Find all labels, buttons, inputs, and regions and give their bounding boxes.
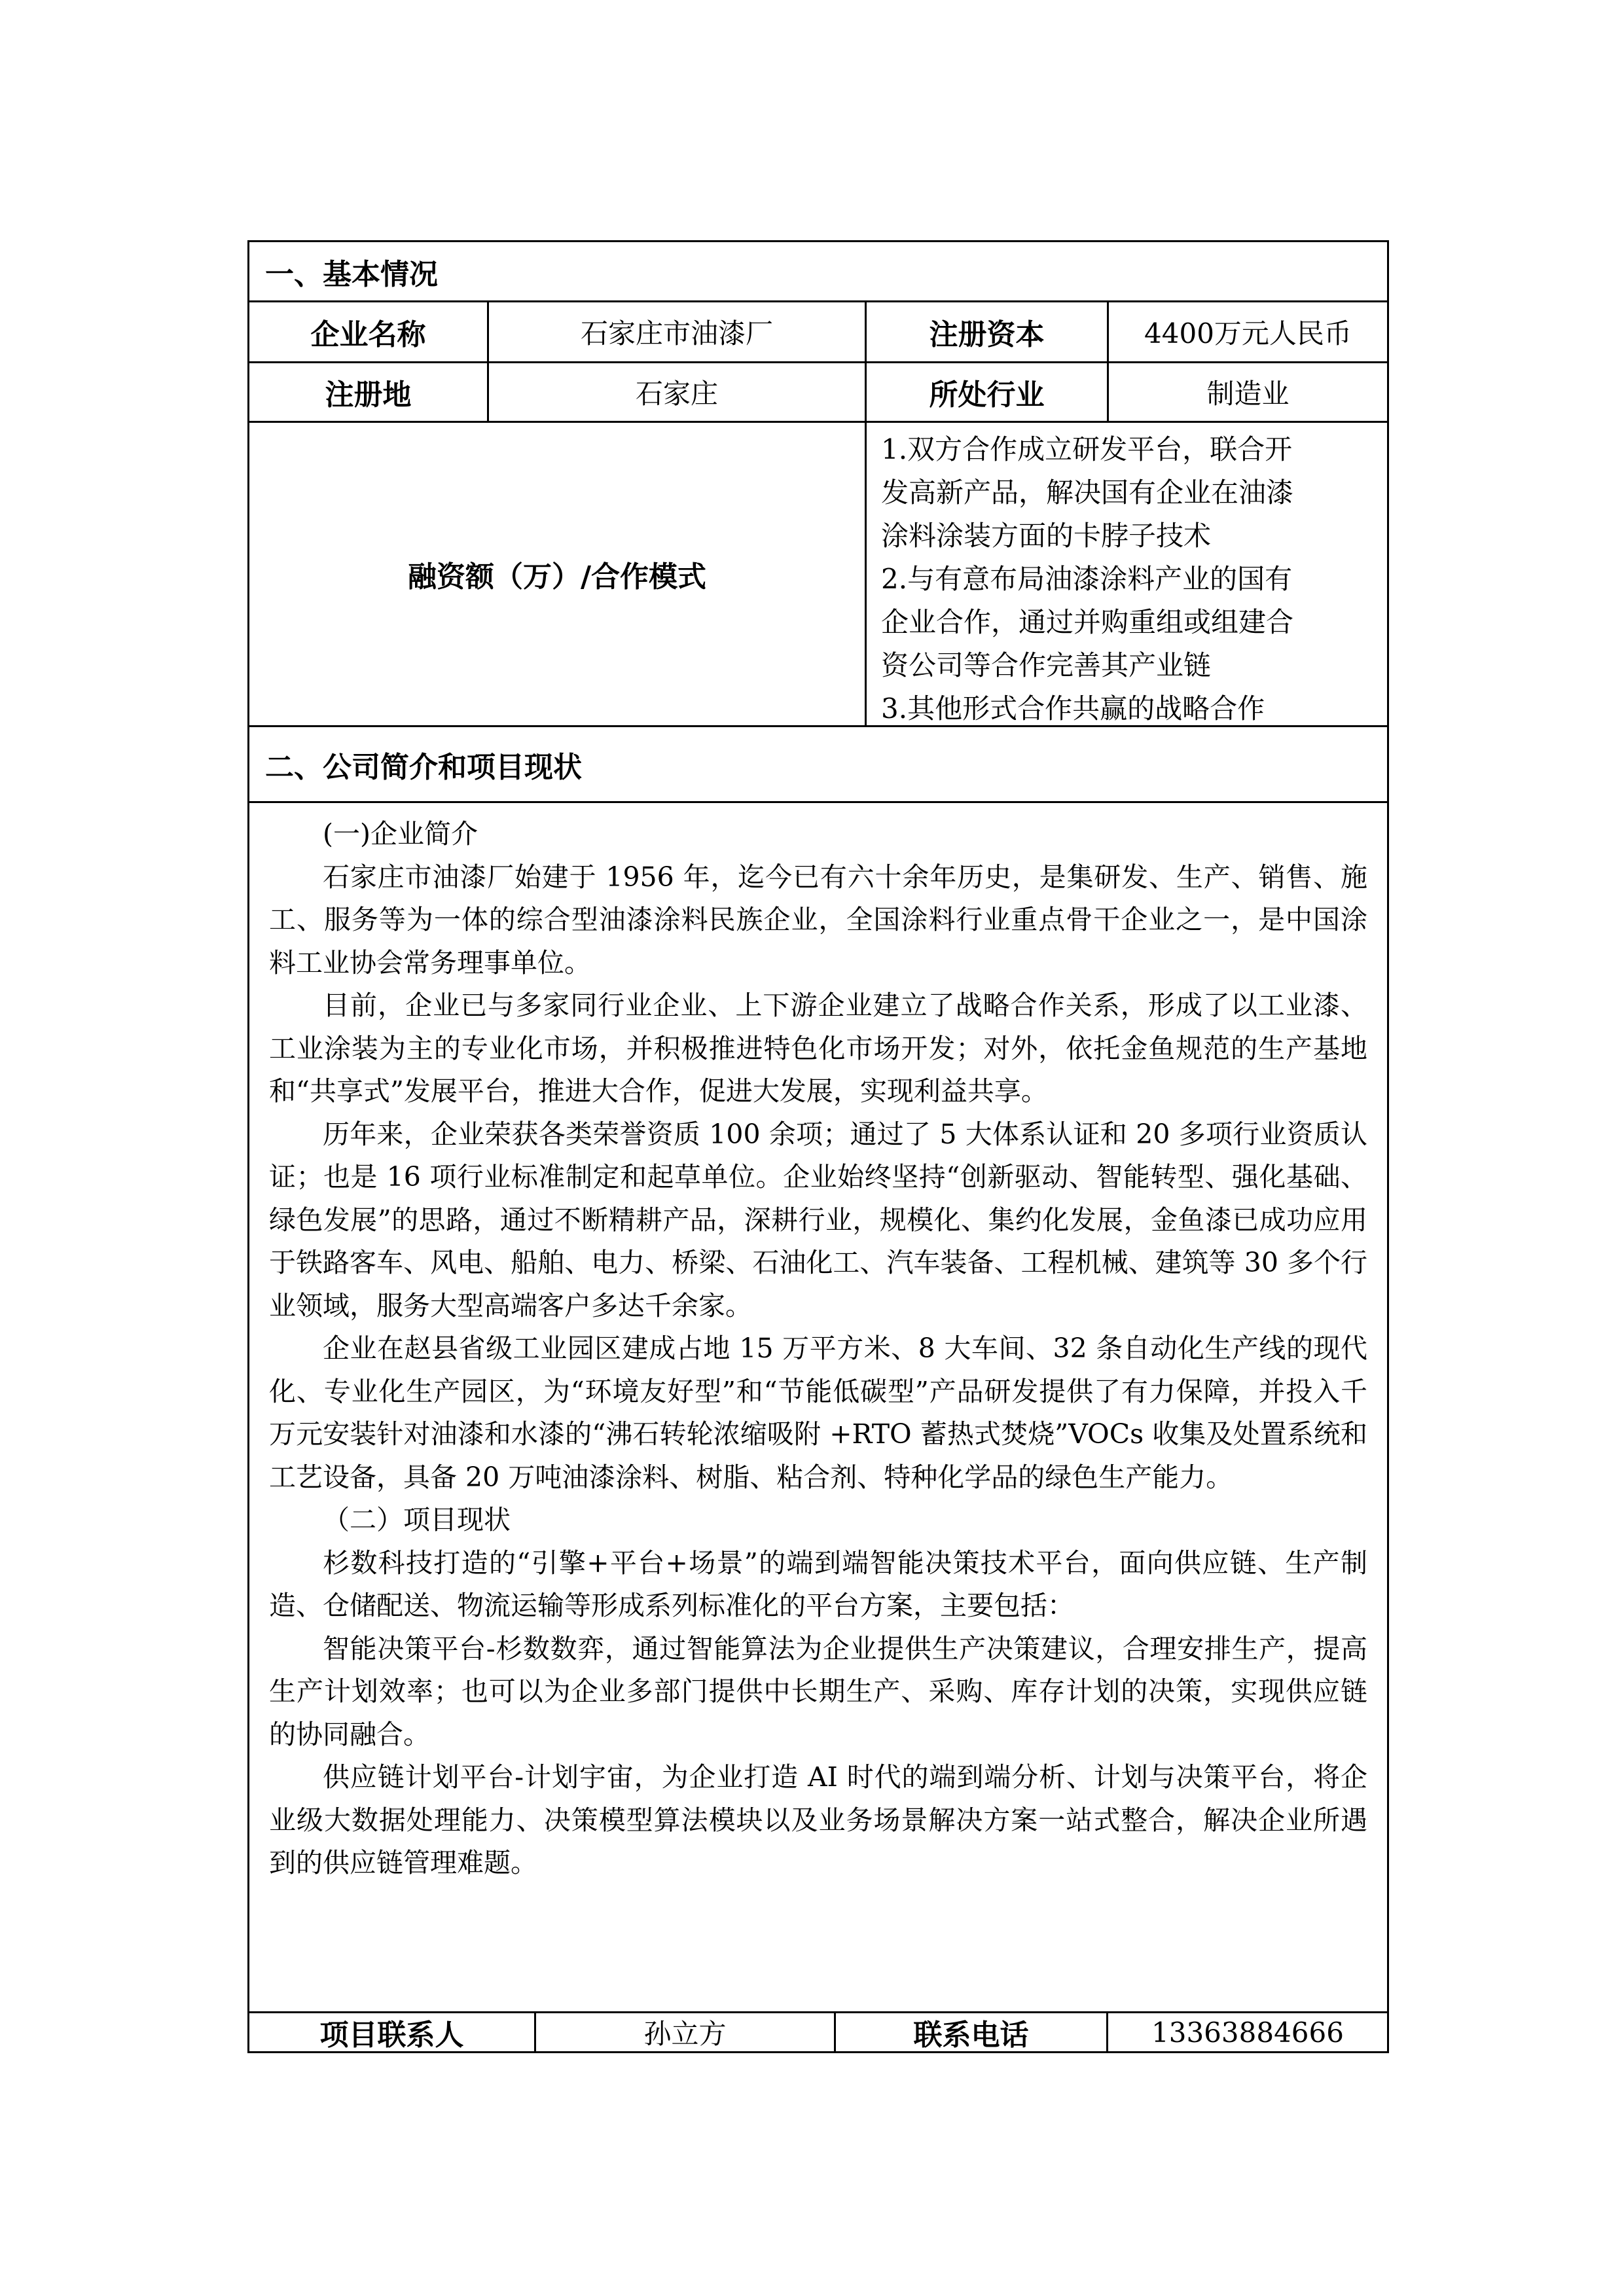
industry-value: 制造业 (1206, 378, 1290, 410)
intro-paragraph: 石家庄市油漆厂始建于 1956 年，迄今已有六十余年历史，是集研发、生产、销售、施工、服务等为一体的综合型油漆涂料民族企业，全国涂料行业重点骨干企业之一，是中国涂料工业协会常务理事单位。 (269, 861, 1367, 978)
project-paragraph: 杉数科技打造的“引擎+平台+场景”的端到端智能决策技术平台，面向供应链、生产制造、仓储配送、物流运输等形成系列标准化的平台方案，主要包括： (269, 1547, 1367, 1621)
project-paragraph: 供应链计划平台-计划宇宙，为企业打造 AI 时代的端到端分析、计划与决策平台，将企业级大数据处理能力、决策模型算法模块以及业务场景解决方案一站式整合，解决企业所遇到的供应链管理难题。 (269, 1761, 1367, 1878)
capital-value: 4400万元人民币 (1144, 317, 1352, 350)
contact-phone-value: 13363884666 (1151, 2016, 1344, 2049)
project-paragraph: 智能决策平台-杉数数弈，通过智能算法为企业提供生产决策建议，合理安排生产，提高生产计划效率；也可以为企业多部门提供中长期生产、采购、库存计划的决策，实现供应链的协同融合。 (269, 1632, 1367, 1750)
intro-heading-2: （二）项目现状 (323, 1504, 511, 1535)
cooperation-line: 3.其他形式合作共赢的战略合作 (881, 692, 1265, 725)
cooperation-line: 发高新产品，解决国有企业在油漆 (881, 476, 1294, 509)
location-value: 石家庄 (635, 378, 718, 410)
cooperation-line: 企业合作，通过并购重组或组建合 (881, 606, 1294, 638)
intro-paragraph: 目前，企业已与多家同行业企业、上下游企业建立了战略合作关系，形成了以工业漆、工业涂装为主的专业化市场，并积极推进特色化市场开发；对外，依托金鱼规范的生产基地和“共享式”发展平台，推进大合作，促进大发展，实现利益共享。 (269, 990, 1367, 1107)
cooperation-line: 涂料涂装方面的卡脖子技术 (881, 520, 1212, 552)
section2-title: 二、公司简介和项目现状 (265, 750, 582, 784)
company-name-value: 石家庄市油漆厂 (580, 317, 773, 350)
cooperation-line: 资公司等合作完善其产业链 (881, 649, 1212, 681)
contact-phone-label: 联系电话 (913, 2018, 1029, 2052)
intro-heading-1: (一)企业简介 (323, 818, 478, 850)
financing-label: 融资额（万）/合作模式 (407, 560, 707, 594)
company-row (247, 300, 1389, 363)
section1-title: 一、基本情况 (265, 257, 438, 291)
section2-header-row (247, 725, 1389, 803)
company-intro-body (247, 801, 1389, 2013)
intro-paragraph: 企业在赵县省级工业园区建成占地 15 万平方米、8 大车间、32 条自动化生产线的现代化、专业化生产园区，为“环境友好型”和“节能低碳型”产品研发提供了有力保障，并投入千万元安装针对油漆和水漆的“沸石转轮浓缩吸附 +RTO 蓄热式焚烧”VOCs 收集及处置系统和工艺设备，具备 20 万吨油漆涂料、树脂、粘合剂、特种化学品的绿色生产能力。 (269, 1333, 1367, 1493)
location-label: 注册地 (325, 378, 412, 412)
cooperation-mode-text (867, 423, 1387, 725)
cooperation-line: 2.与有意布局油漆涂料产业的国有 (881, 563, 1293, 595)
financing-row (247, 421, 1389, 727)
section1-header-row (247, 240, 1389, 302)
industry-label: 所处行业 (929, 378, 1045, 412)
contact-row (247, 2011, 1389, 2053)
intro-paragraph: 历年来，企业荣获各类荣誉资质 100 余项；通过了 5 大体系认证和 20 多项行业资质认证；也是 16 项行业标准制定和起草单位。企业始终坚持“创新驱动、智能转型、强化基础、绿色发展”的思路，通过不断精耕产品，深耕行业，规模化、集约化发展，金鱼漆已成功应用于铁路客车、风电、船舶、电力、桥梁、石油化工、汽车装备、工程机械、建筑等 30 多个行业领域，服务大型高端客户多达千余家。 (269, 1118, 1367, 1321)
cooperation-line: 1.双方合作成立研发平台，联合开 (881, 433, 1293, 465)
company-name-label: 企业名称 (310, 318, 426, 351)
contact-person-value: 孙立方 (643, 2018, 727, 2050)
contact-person-label: 项目联系人 (319, 2018, 464, 2052)
capital-label: 注册资本 (929, 318, 1045, 351)
location-row (247, 361, 1389, 423)
